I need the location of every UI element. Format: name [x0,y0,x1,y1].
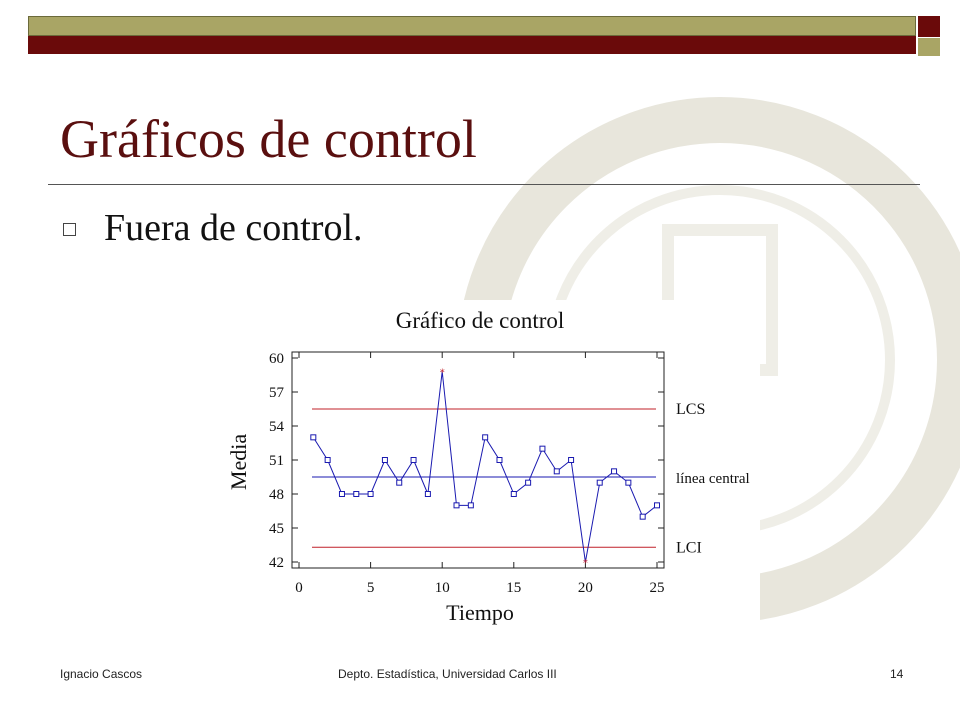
y-tick-label: 60 [269,351,284,367]
data-point [526,480,531,485]
x-axis-label: Tiempo [446,600,514,625]
data-point [497,458,502,463]
x-tick-label: 0 [295,580,303,596]
data-point [325,458,330,463]
data-point [425,492,430,497]
y-axis-label: Media [226,433,251,491]
footer-page-number: 14 [890,667,904,681]
data-point [454,503,459,508]
data-point [397,480,402,485]
control-line-label: línea central [676,471,750,487]
data-point [339,492,344,497]
x-tick-label: 15 [506,580,522,596]
x-tick-label: 25 [649,580,665,596]
data-point [311,435,316,440]
bullet-text: Fuera de control. [104,207,363,249]
footer-author: Ignacio Cascos [60,667,143,681]
data-point [569,458,574,463]
data-point [354,492,359,497]
out-of-control-point: * [582,558,588,569]
footer-department: Depto. Estadística, Universidad Carlos III [338,667,557,681]
data-point [368,492,373,497]
x-tick-label: 5 [366,580,375,596]
data-point [626,480,631,485]
y-tick-label: 45 [269,521,284,537]
y-tick-label: 54 [269,419,284,435]
slide-title: Gráficos de control [60,109,477,169]
data-point [483,435,488,440]
control-line-label: LCS [676,401,706,418]
data-point [511,492,516,497]
data-point [597,480,602,485]
data-point [655,503,660,508]
y-tick-label: 57 [269,385,284,401]
y-tick-label: 51 [269,453,284,469]
data-point [382,458,387,463]
data-point [612,469,617,474]
data-point [640,514,645,519]
data-point [540,446,545,451]
x-tick-label: 20 [577,580,593,596]
x-tick-label: 10 [434,580,450,596]
chart-title: Gráfico de control [395,308,565,333]
data-point [411,458,416,463]
y-tick-label: 42 [269,555,284,571]
data-point [554,469,559,474]
control-line-label: LCI [676,539,702,557]
out-of-control-point: * [439,367,445,379]
y-tick-label: 48 [269,487,284,503]
data-point [468,503,473,508]
